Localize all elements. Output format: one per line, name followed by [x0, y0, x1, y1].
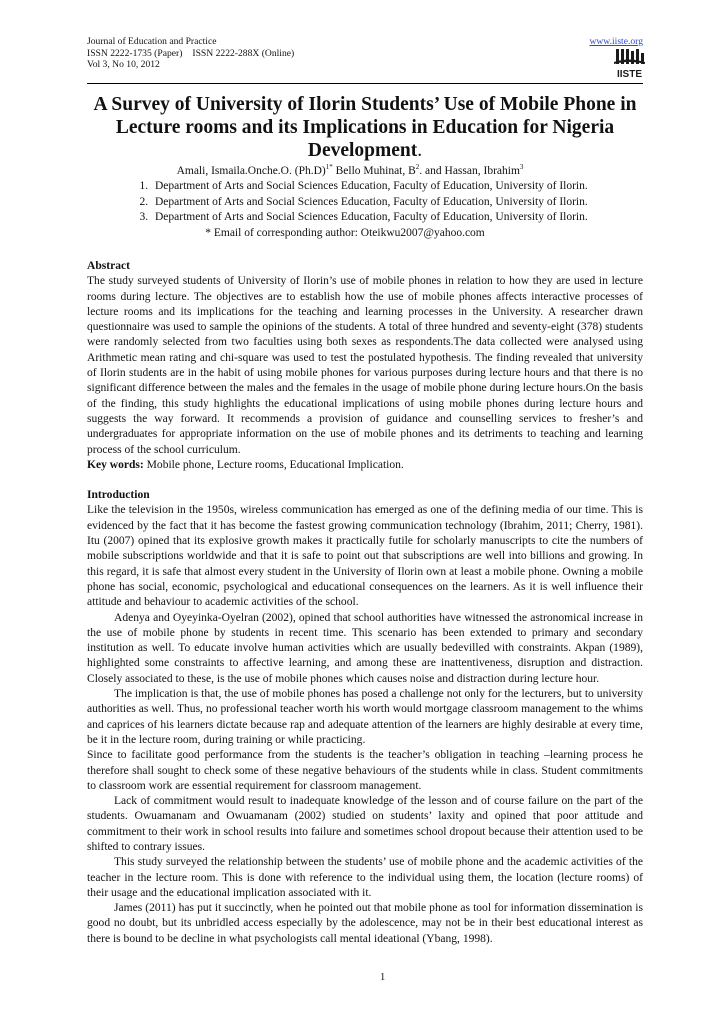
abstract-text: The study surveyed students of University of Ilorin’s use of mobile phones in relation to how they are used in lecture rooms during lecture. The objectives are to establish how the use of mobile phones affects interactive processes of lecture rooms and its implications for the teaching and learning processes in the University. A researcher drawn questionnaire was used to sample the opinions of the students. A total of three hundred and seventy-eight (378) students were randomly selected from two faculties using both sexes as respondents.The data collected were analysed using Arithmetic mean rating and chi-square was used to test the postulated hypothesis. The finding revealed that university of Ilorin students are in the habit of using mobile phones for various purposes during lecture hours and that there is no significant difference between the males and the females in the usage of mobile phone during lecture hours.On the basis of the finding, this study highlights the educational implications of using mobile phones during lecture hours and suggests the way forward. It recommends a provision of guidance and counselling services to fresher’s and undergraduates for appropriate information on the use of mobile phones and its detriments to teaching and learning process of the school curriculum.	[87, 275, 643, 456]
affiliation-item: 1. Department of Arts and Social Sciences Education, Faculty of Education, University of Ilorin.	[151, 179, 643, 195]
issn-paper: ISSN 2222-1735 (Paper)	[87, 47, 183, 59]
title-period: .	[417, 140, 423, 161]
affiliation-item: 2. Department of Arts and Social Sciences Education, Faculty of Education, University of Ilorin.	[151, 195, 643, 211]
header-divider	[87, 83, 643, 84]
title-line-2: Lecture rooms and its Implications in Education for Nigeria	[115, 117, 615, 138]
author-block	[87, 160, 643, 241]
author-1-sup: 1*	[325, 163, 333, 171]
intro-paragraph: Lack of commitment would result to inadequate knowledge of the lesson and of course failure on the part of the students. Owuamanam and Owuamanam (2002) studied on students’ laxity and opined that poor attitude and commitment to their work in school results into failure and sometimes school dropout because their attention used to be shifted to contrary issues.	[87, 795, 643, 853]
page-number: 1	[380, 972, 386, 983]
author-2: Bello Muhinat, B	[332, 164, 416, 177]
iiste-logo	[613, 48, 646, 80]
introduction-heading: Introduction	[87, 489, 150, 502]
author-1: Amali, Ismaila.Onche.O. (Ph.D)	[176, 164, 326, 177]
author-2-sup: 2	[415, 163, 420, 171]
title-line-3-text: Development	[307, 140, 418, 161]
intro-paragraph: Since to facilitate good performance from the students is the teacher’s obligation in teaching –learning process he therefore shall sought to check some of these negative behaviours of the students while in class. Student commitments to classroom work are essential requirement for classroom management.	[87, 749, 643, 792]
journal-name: Journal of Education and Practice	[87, 36, 217, 47]
intro-paragraph: This study surveyed the relationship between the students’ use of mobile phone and the academic activities of the teacher in the lecture room. This is done with reference to the individual using them, the location (lecture rooms) of their usage and the educational implication associated with it.	[87, 856, 643, 899]
abstract-heading: Abstract	[87, 260, 130, 272]
author-names	[87, 160, 643, 179]
intro-paragraph: Adenya and Oyeyinka-Oyelran (2002), opined that school authorities have witnessed the astronomical increase in the use of mobile phone by students in recent time. This scenario has been extended to primary and secondary institution as well. To educate involve human activities which are usually bedevilled with constraints. Akpan (1989), highlighted some constraints to affective learning, and among these are inattentiveness, disruption and distraction. Closely associated to these, is the use of mobile phones which causes noise and distraction during lecture hour.	[87, 611, 643, 685]
running-header	[87, 36, 643, 71]
journal-url-link[interactable]: www.iiste.org	[589, 36, 643, 47]
corresponding-email: * Email of corresponding author: Oteikwu2007@yahoo.com	[205, 226, 485, 239]
iiste-logo-text: IISTE	[616, 69, 643, 80]
issn-line	[87, 48, 643, 60]
title-line-3	[87, 139, 643, 162]
intro-paragraph: Like the television in the 1950s, wireless communication has emerged as one of the defining media of our time. This is evidenced by the fact that it has become the fastest growing communication technology (Ibrahim, 2011; Cherry, 1981). Itu (2007) opined that its explosive growth makes it practically futile for scholarly manuscripts to cite the numbers of mobile subscriptions worldwide and that it is safe to point out that subscriptions are well into billions and growing. In this regard, it is safe that almost every student in the University of Ilorin own at least a mobile phone. Owning a mobile phone has social, economic, psychological and educational consequences on the learners. As it is well influence their attitude and behaviour to academic activities of the school.	[87, 504, 643, 609]
author-3: . and Hassan, Ibrahim	[419, 164, 520, 177]
paper-body	[87, 259, 643, 947]
title-line-1: A Survey of University of Ilorin Students’ Use of Mobile Phone in	[93, 94, 637, 115]
paper-title	[87, 93, 643, 162]
intro-paragraph: The implication is that, the use of mobile phones has posed a challenge not only for the lecturers, but to university authorities as well. Thus, no professional teacher worth his worth would mortgage classroom management to the whims and caprices of his learners dictate because rap and adequate attention of the learners are highly desirable at every time, be it in the lecture room, during training or while practicing.	[87, 688, 643, 746]
author-3-sup: 3	[519, 163, 524, 171]
volume-info: Vol 3, No 10, 2012	[87, 59, 160, 70]
keywords-label: Key words:	[87, 458, 144, 471]
keywords-line	[87, 458, 643, 473]
keywords-text: Mobile phone, Lecture rooms, Educational Implication.	[143, 458, 404, 471]
issn-online: ISSN 2222-288X (Online)	[192, 47, 295, 59]
intro-paragraph: James (2011) has put it succinctly, when he pointed out that mobile phone as tool for information dissemination is good no doubt, but its unbridled access especially by the adolescence, may not be in their best educational interest as there is bound to be decline in what psychologists call mental ideational (Ybang, 1998).	[87, 902, 643, 945]
affiliation-list	[87, 179, 643, 226]
affiliation-item: 3. Department of Arts and Social Sciences Education, Faculty of Education, University of Ilorin.	[151, 210, 643, 226]
